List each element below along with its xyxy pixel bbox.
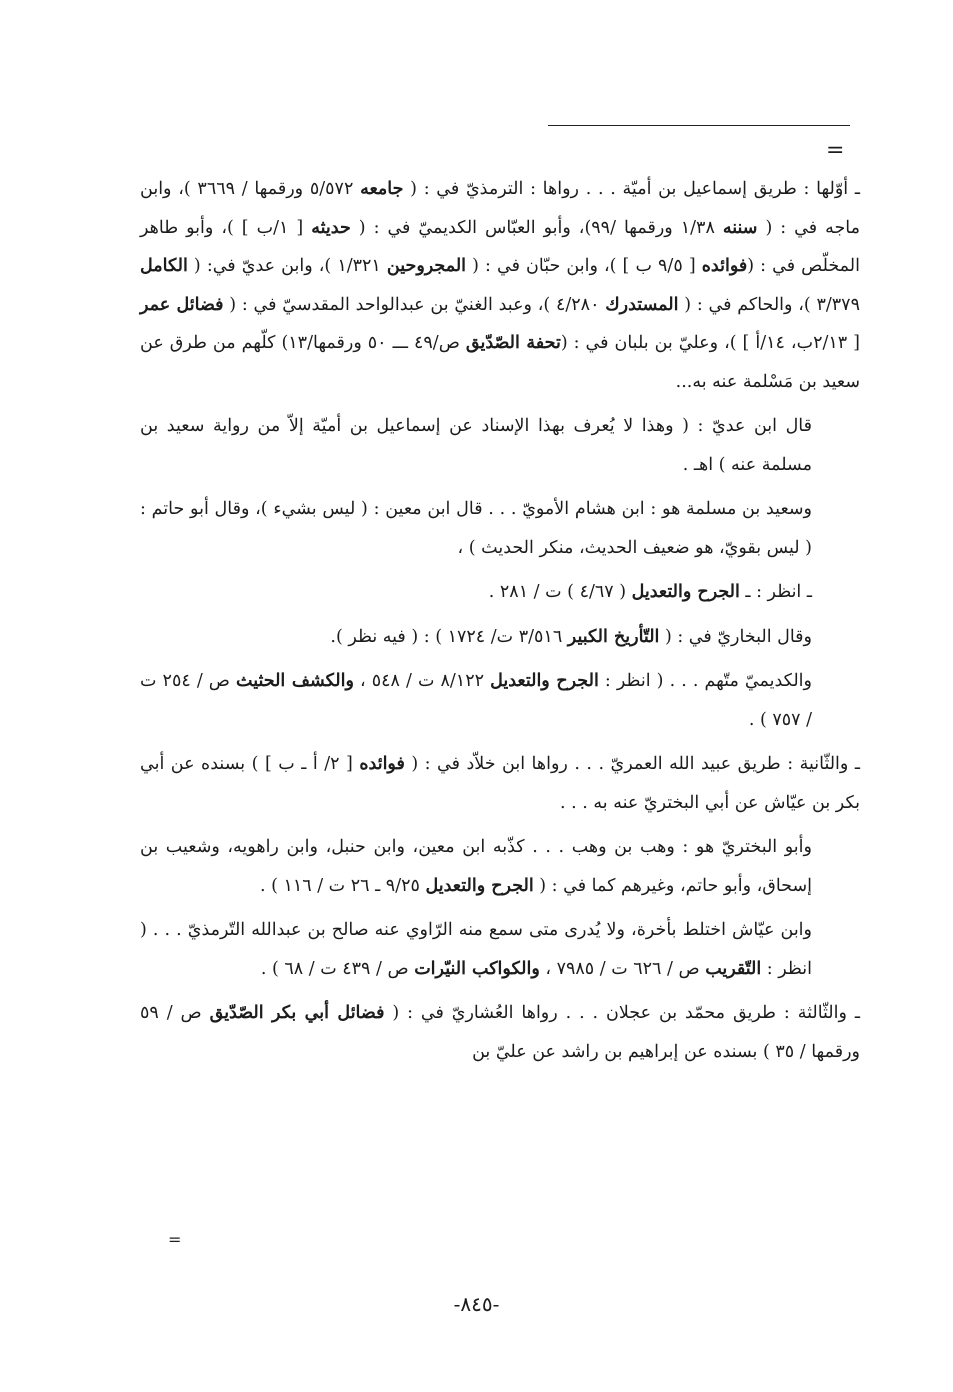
source-title: المستدرك (605, 294, 679, 315)
footnote-text (140, 170, 860, 1077)
paragraph-second-route: ـ والثّانية : طريق عبيد الله العمريّ . . . رواها ابن خلاّد في : ( فوائده [ ٢/ أ ـ ب ] ) بسنده عن أبي بكر بن عيّاش عن أبي البختريّ عنه به . . . (140, 754, 860, 813)
source-title: فوائده (701, 256, 748, 276)
source-title: الجرح والتعديل (490, 671, 599, 691)
paragraph-see-jarh: ـ انظر : ـ الجرح والتعديل ( ٤/٦٧ ) ت / ٢٨١ . (488, 582, 812, 602)
source-title: فضائل عمر (140, 294, 224, 315)
paragraph-abu-al-bakhtari: وأبو البختريّ هو : وهب بن وهب . . . كذّبه ابن معين، وابن حنبل، وابن راهويه، وشعيب بن إسحاق، وأبو حاتم، وغيرهم كما في : ( الجرح والتعديل ٩/٢٥ ـ ٢٦ ت / ١١٦ ) . (140, 837, 812, 896)
paragraph-kudaymi: والكديميّ متّهم . . . ( انظر : الجرح والتعديل ٨/١٢٢ ت / ٥٤٨ ، والكشف الحثيث ص / ٢٥٤ ت / ٧٥٧ ) . (140, 671, 812, 730)
paragraph-ibn-ayyash: وابن عيّاش اختلط بأخرة، ولا يُدرى متى سمع منه الرّاوي عنه صالح بن عبدالله التّرمذيّ . . . ( انظر : التّقريب ص / ٦٢٦ ت / ٧٩٨٥ ، والكواكب النيّرات ص / ٤٣٩ ت / ٦٨ ) . (140, 920, 812, 979)
source-title: حديثه (311, 217, 351, 238)
paragraph-ibn-adi: قال ابن عديّ : ( وهذا لا يُعرف بهذا الإسناد عن إسماعيل بن أميّة إلاّ من رواية سعيد بن مسلمة عنه ) اهـ . (140, 416, 812, 475)
continuation-mark: = (826, 138, 845, 163)
source-title: الجرح والتعديل (631, 582, 740, 602)
source-title: سننه (722, 217, 758, 238)
source-title: والكواكب النيّرات (414, 958, 540, 979)
footnote-separator (548, 125, 850, 126)
source-title: التّأريخ الكبير (567, 626, 660, 647)
continuation-mark-end: = (168, 1230, 182, 1249)
paragraph-first-route: ـ أوّلها : طريق إسماعيل بن أميّة . . . رواها : الترمذيّ في : ( جامعه ٥/٥٧٢ ورقمها / ٣٦٦٩ )، وابن ماجه في : ( سننه ١/٣٨ ورقمها /٩٩)، وأبو العبّاس الكديميّ في : ( حديثه [ ١/ب ] )، وأبو طاهر المخلّص في : (فوائده [ ٩/٥ ب ] )، وابن حبّان في : ( المجروحين ١/٣٢١ )، وابن عديّ في: ( الكامل ٣/٣٧٩ )، والحاكم في : ( المستدرك ٤/٢٨٠ )، وعبد الغنيّ بن عبدالواحد المقدسيّ في : ( فضائل عمر [ ٢/١٣ب، ١٤/أ ] )، وعليّ بن بلبان في : (تحفة الصّدّيق ص/٤٩ ـــ ٥٠ ورقمها/١٣) كلّهم من طرق عن سعيد بن مَسْلمة عنه به... (140, 179, 860, 392)
source-title: جامعه (360, 179, 404, 199)
source-title: الجرح والتعديل (425, 875, 534, 896)
source-title: والكشف الحثيث (236, 671, 354, 691)
source-title: فضائل أبي بكر الصّدّيق (209, 1003, 385, 1023)
source-title: التّقريب (705, 958, 762, 979)
source-title: تحفة الصّدّيق (465, 333, 561, 353)
paragraph-third-route: ـ والثّالثة : طريق محمّد بن عجلان . . . رواها العُشاريّ في : ( فضائل أبي بكر الصّدّيق ص / ٥٩ ورقمها / ٣٥ ) بسنده عن إبراهيم بن راشد عن عليّ بن (140, 1003, 860, 1062)
page-number: -٨٤٥- (453, 1292, 500, 1316)
paragraph-said-ibn-maslama: وسعيد بن مسلمة هو : ابن هشام الأمويّ . . . قال ابن معين : ( ليس بشيء )، وقال أبو حاتم : ( ليس بقويّ، هو ضعيف الحديث، منكر الحديث ) ، (140, 499, 812, 558)
source-title: الكامل (140, 256, 188, 276)
paragraph-bukhari: وقال البخاريّ في : ( التّأريخ الكبير ٣/٥١٦ ت/ ١٧٢٤ ) : ( فيه نظر ). (330, 626, 812, 647)
source-title: فوائده (359, 754, 405, 774)
source-title: المجروحين (386, 256, 467, 276)
